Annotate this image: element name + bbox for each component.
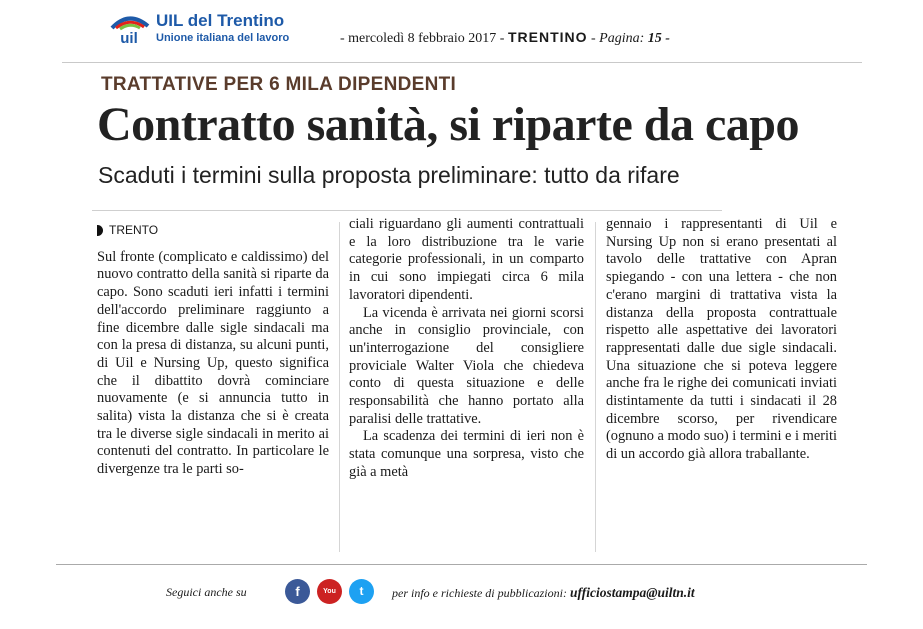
article-column-3 <box>606 216 837 464</box>
contact-info <box>392 585 695 601</box>
article-subheadline: Scaduti i termini sulla proposta preliminare: tutto da rifare <box>98 162 680 188</box>
paragraph: La vicenda è arrivata nei giorni scorsi anche in consiglio provinciale, con un'interrogazione del consigliere proviciale Walter Viola che chiedeva conto di questa situazione e delle responsabilità che hanno portato alla paralisi delle trattative. <box>349 304 584 427</box>
brand-name: UIL del Trentino <box>156 11 285 30</box>
headline-divider <box>92 210 722 211</box>
article-headline: Contratto sanità, si riparte da capo <box>97 98 799 151</box>
brand-tagline: Unione italiana del lavoro <box>156 32 290 44</box>
column-divider <box>339 222 340 552</box>
location-label: TRENTO <box>109 223 159 237</box>
contact-email-link[interactable]: ufficiostampa@uiltn.it <box>569 585 695 600</box>
uil-logo <box>106 12 152 48</box>
footer-divider <box>56 564 867 565</box>
article-column-1 <box>97 222 329 479</box>
publication-dateline <box>340 29 670 47</box>
info-label: per info e richieste di pubblicazioni: <box>392 586 567 600</box>
article-kicker: TRATTATIVE PER 6 MILA DIPENDENTI <box>101 74 457 95</box>
brand <box>156 12 289 45</box>
column-divider <box>595 222 596 552</box>
paragraph: Sul fronte (complicato e caldissimo) del nuovo contratto della sanità si riparte da capo. Sono scaduti ieri infatti i termini dell'accordo preliminare raggiunto a fine dicembre dalle sigle sindacali ma con la presa di distanza, su alcuni punti, di Uil e Nursing Up, questo significa che il dibattito dovrà cominciare nuovamente (e si annuncia tutto in salita) vista la distanza che si è creata tra le diverse sigle sindacali in merito ai contenuti del contratto. In particolare le divergenze tra le parti so- <box>97 248 329 478</box>
article-column-2 <box>349 216 584 482</box>
page-label: - Pagina: <box>591 31 645 46</box>
paragraph: La scadenza dei termini di ieri non è stata comunque una sorpresa, visto che già a metà <box>349 428 584 480</box>
publication-date: - mercoledì 8 febbraio 2017 - <box>340 31 505 46</box>
logo-text: uil <box>120 30 138 47</box>
paragraph: gennaio i rappresentanti di Uil e Nursing Up non si erano presentati al tavolo delle trattative con Apran spiegando - con una lettera - che non c'erano margini di trattativa vista la distanza della proposta contrattuale rispetto alle aspettative dei lavoratori rappresentati dalle due sigle sindacali. Una situazione che si poteva leggere anche fra le righe dei comunicati inviati distintamente da tutti i sindacati il 28 dicembre scorso, per rivendicare (ognuno a modo suo) i termini e i meriti di un accordo già allora traballante. <box>606 216 838 463</box>
facebook-icon[interactable]: f <box>285 579 310 604</box>
header-divider <box>62 62 862 63</box>
location-marker-icon <box>97 225 103 236</box>
page-header <box>0 0 923 62</box>
follow-label: Seguici anche su <box>166 585 247 599</box>
page-footer <box>0 574 923 620</box>
twitter-icon[interactable]: t <box>349 579 374 604</box>
youtube-icon[interactable]: You Tube <box>317 579 342 604</box>
publication-name: TRENTINO <box>507 29 588 45</box>
article-location <box>97 222 329 240</box>
paragraph: ciali riguardano gli aumenti contrattuali e la loro distribuzione tra le varie categorie professionali, in un comparto in cui sono impiegati circa 6 mila lavoratori dipendenti. <box>349 216 584 303</box>
page-number: 15 - <box>647 31 670 46</box>
